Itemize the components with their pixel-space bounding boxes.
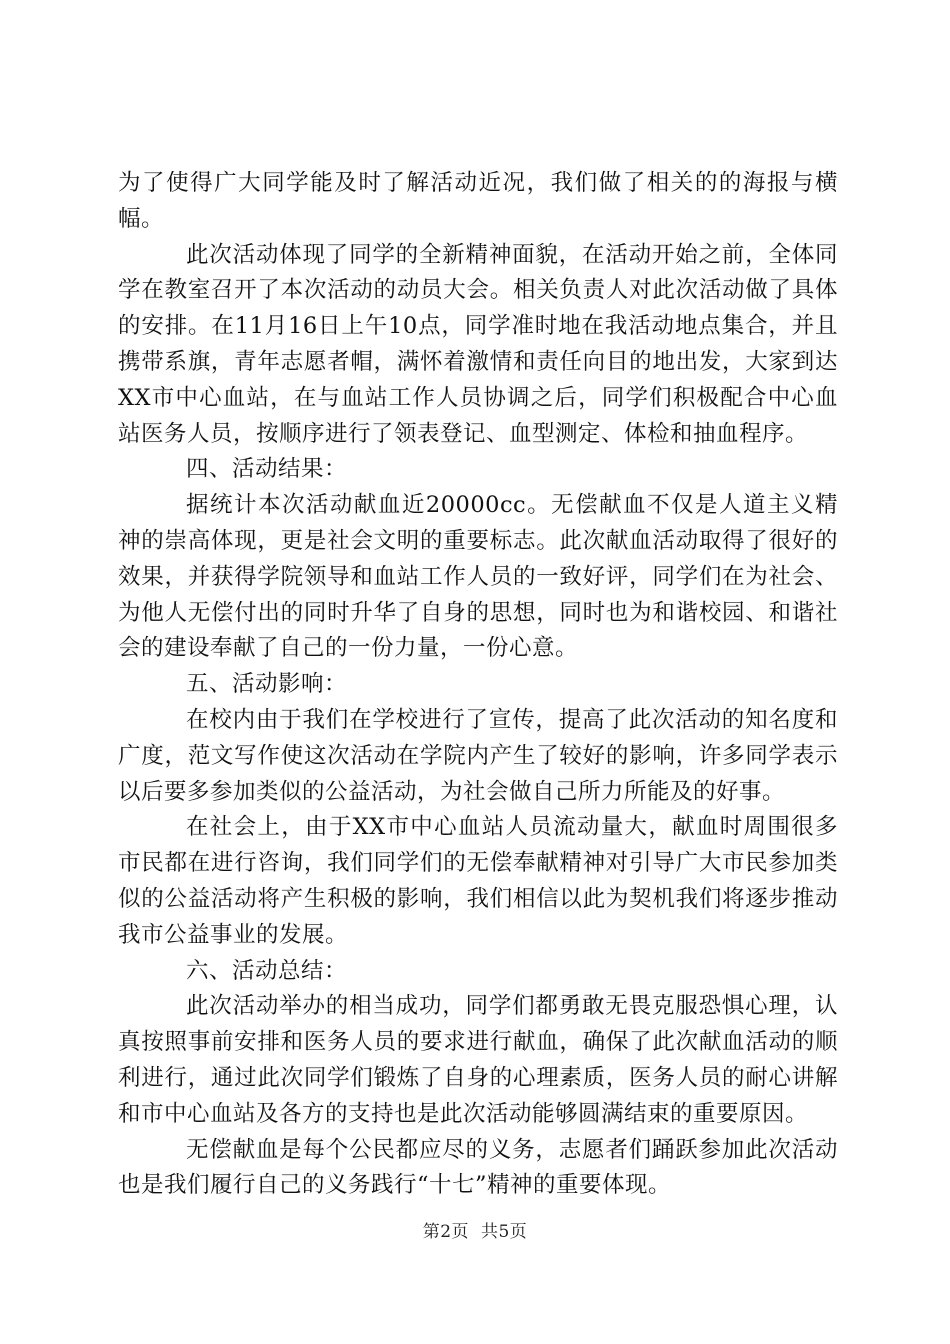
section-heading: 五、活动影响： (186, 671, 348, 698)
paragraph: 此次活动举办的相当成功，同学们都勇敢无畏克服恐惧心理，认真按照事前安排和医务人员的要求进行献血，确保了此次献血活动的顺利进行，通过此次同学们锻炼了自身的心理素质，医务人员的耐心讲解和市中心血站及各方的支持也是此次活动能够圆满结束的重要原因。 (118, 993, 838, 1127)
section-heading: 四、活动结果： (186, 456, 348, 483)
paragraph: 无偿献血是每个公民都应尽的义务，志愿者们踊跃参加此次活动也是我们履行自己的义务践行“十七”精神的重要体现。 (118, 1136, 838, 1199)
page-footer (0, 1217, 950, 1242)
section-heading: 六、活动总结： (186, 957, 348, 984)
paragraph: 据统计本次活动献血近20000cc。无偿献血不仅是人道主义精神的崇高体现，更是社会文明的重要标志。此次献血活动取得了很好的效果，并获得学院领导和血站工作人员的一致好评，同学们在为社会、为他人无偿付出的同时升华了自身的思想，同时也为和谐校园、和谐社会的建设奉献了自己的一份力量，一份心意。 (118, 492, 838, 662)
paragraph: 在校内由于我们在学校进行了宣传，提高了此次活动的知名度和广度，范文写作使这次活动在学院内产生了较好的影响，许多同学表示以后要多参加类似的公益活动，为社会做自己所力所能及的好事。 (118, 706, 838, 805)
page-number: 第2页 (422, 1222, 470, 1242)
total-pages: 共5页 (480, 1222, 528, 1242)
document-body (118, 166, 838, 1204)
paragraph: 此次活动体现了同学的全新精神面貌，在活动开始之前，全体同学在教室召开了本次活动的动员大会。相关负责人对此次活动做了具体的安排。在11月16日上午10点，同学准时地在我活动地点集合，并且携带系旗，青年志愿者帽，满怀着激情和责任向目的地出发，大家到达XX市中心血站，在与血站工作人员协调之后，同学们积极配合中心血站医务人员，按顺序进行了领表登记、血型测定、体检和抽血程序。 (118, 241, 838, 447)
paragraph: 在社会上，由于XX市中心血站人员流动量大，献血时周围很多市民都在进行咨询，我们同学们的无偿奉献精神对引导广大市民参加类似的公益活动将产生积极的影响，我们相信以此为契机我们将逐步推动我市公益事业的发展。 (118, 814, 838, 948)
paragraph: 为了使得广大同学能及时了解活动近况，我们做了相关的的海报与横幅。 (118, 170, 838, 232)
